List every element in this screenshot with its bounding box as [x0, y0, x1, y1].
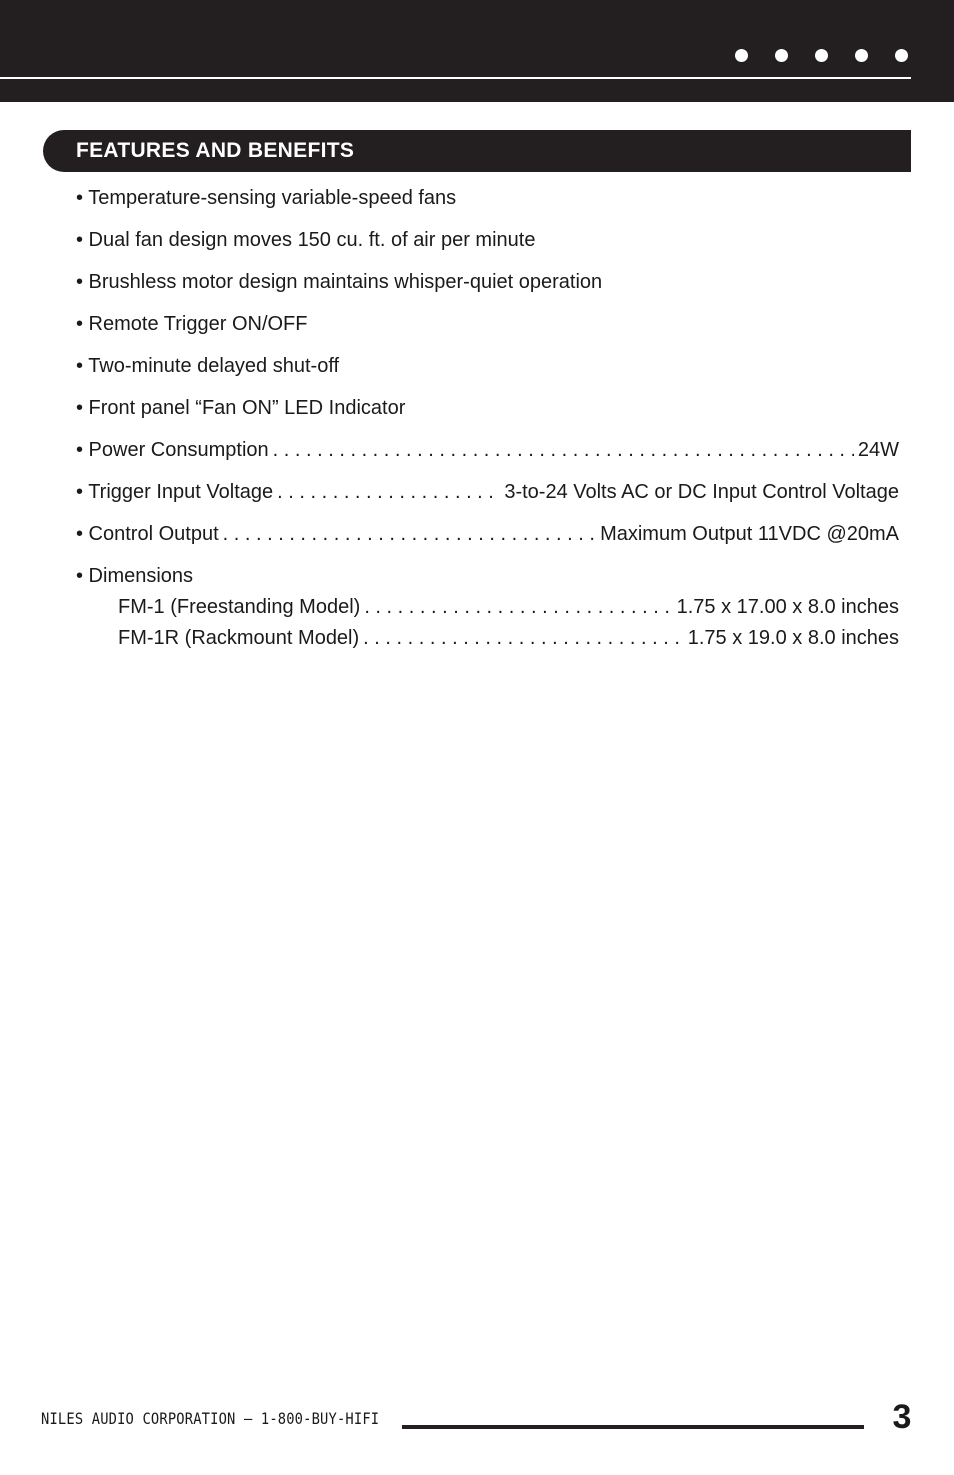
header-rule: [0, 77, 911, 79]
feature-item: • Two-minute delayed shut-off: [76, 355, 340, 377]
dot-leader: [364, 592, 672, 623]
footer-company: NILES AUDIO CORPORATION – 1-800-BUY-HIFI: [41, 1409, 380, 1428]
dot-leader: [273, 435, 854, 466]
spec-value: 24W: [857, 439, 899, 461]
dot-leader: [363, 623, 684, 654]
feature-item: • Front panel “Fan ON” LED Indicator: [76, 397, 406, 419]
header-bar: [0, 0, 954, 102]
spec-label: • Power Consumption: [76, 439, 269, 461]
feature-item: • Remote Trigger ON/OFF: [76, 313, 308, 335]
spec-value: Maximum Output 11VDC @20mA: [600, 523, 899, 545]
dimension-label: FM-1 (Freestanding Model): [118, 596, 361, 618]
spec-row-trigger: [76, 477, 899, 508]
header-dot: [895, 49, 908, 62]
dimension-value: 1.75 x 19.0 x 8.0 inches: [687, 627, 899, 649]
dimension-value: 1.75 x 17.00 x 8.0 inches: [676, 596, 899, 618]
feature-item: • Temperature-sensing variable-speed fans: [76, 187, 457, 209]
header-dots: [735, 49, 915, 63]
page-number: 3: [892, 1398, 912, 1436]
header-dot: [775, 49, 788, 62]
dimension-row-fm1: [118, 592, 899, 623]
spec-label: • Trigger Input Voltage: [76, 481, 274, 503]
feature-item: • Brushless motor design maintains whisper-quiet operation: [76, 271, 603, 293]
header-dot: [735, 49, 748, 62]
spec-row-control: [76, 519, 899, 550]
feature-item: • Dual fan design moves 150 cu. ft. of air per minute: [76, 229, 536, 251]
dimension-label: FM-1R (Rackmount Model): [118, 627, 360, 649]
dimension-row-fm1r: [118, 623, 899, 654]
footer-rule: [402, 1425, 864, 1429]
section-banner: [43, 130, 911, 172]
dot-leader: [277, 477, 500, 508]
header-dot: [815, 49, 828, 62]
header-dot: [855, 49, 868, 62]
dot-leader: [223, 519, 596, 550]
features-list: [76, 183, 899, 654]
spec-row-power: [76, 435, 899, 466]
spec-label: • Control Output: [76, 523, 219, 545]
section-title: FEATURES AND BENEFITS: [76, 139, 355, 162]
spec-value: 3-to-24 Volts AC or DC Input Control Voltage: [504, 481, 899, 503]
dimensions-heading: • Dimensions: [76, 565, 194, 587]
